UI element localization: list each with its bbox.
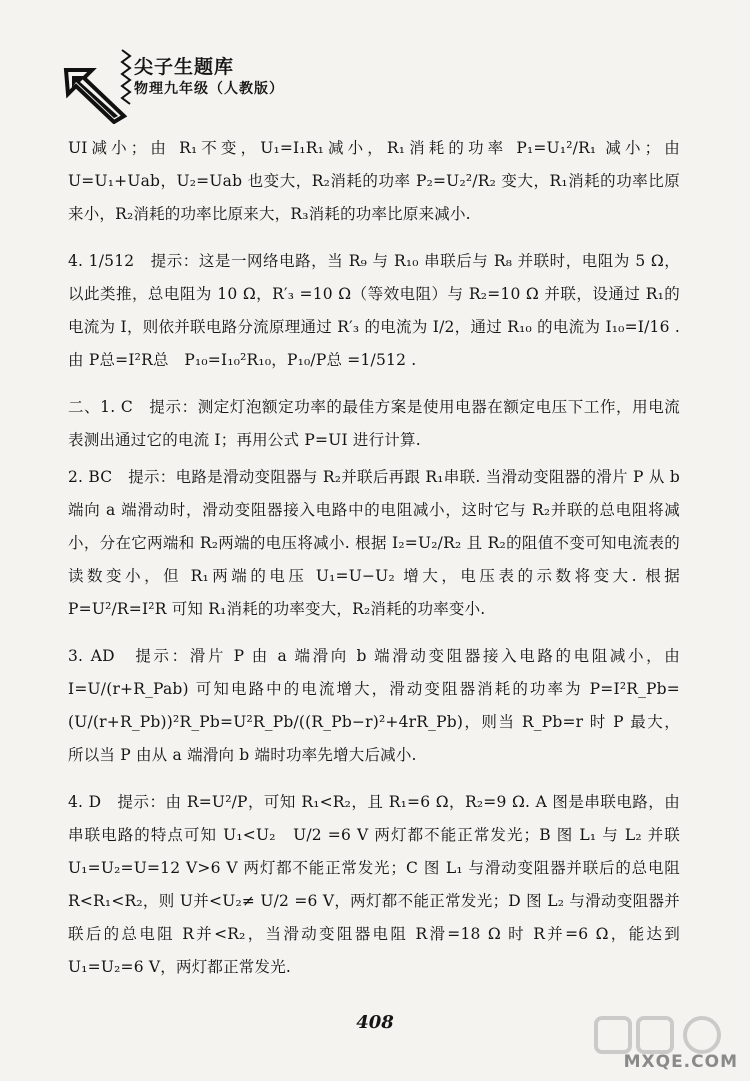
watermark-text: MXQE.COM <box>623 1052 738 1072</box>
paragraph-section2-q4: 4. D 提示：由 R=U²/P，可知 R₁<R₂，且 R₁=6 Ω，R₂=9 Ω. A 图是串联电路，由串联电路的特点可知 U₁<U₂ U/2 =6 V 两灯都不能正常发光；B 图 L₁ 与 L₂ 并联 U₁=U₂=U=12 V>6 V 两灯都不能正常发光；C 图 L₁ 与滑动变阻器并联后的总电阻 R<R₁<R₂，则 U并<U₂≠ U/2 =6 V，两灯都不能正常发光；D 图 L₂ 与滑动变阻器并联后的总电阻 R并<R₂，当滑动变阻器电阻 R滑=18 Ω 时 R并=6 Ω，能达到 U₁=U₂=6 V，两灯都正常发光. <box>68 793 680 976</box>
paragraph-section2-q3: 3. AD 提示：滑片 P 由 a 端滑向 b 端滑动变阻器接入电路的电阻减小，由 I=U/(r+R_Pab) 可知电路中的电流增大，滑动变阻器消耗的功率为 P=I²R_Pb=(U/(r+R_Pb))²R_Pb=U²R_Pb/((R_Pb−r)²+4rR_Pb)，则当 R_Pb=r 时 P 最大，所以当 P 由从 a 端滑向 b 端时功率先增大后减小. <box>68 647 680 764</box>
paragraph-section2-q1: 二、1. C 提示：测定灯泡额定功率的最佳方案是使用电器在额定电压下工作，用电流表测出通过它的电流 I；再用公式 P=UI 进行计算. <box>68 398 680 449</box>
paragraph-section2-q2: 2. BC 提示：电路是滑动变阻器与 R₂并联后再跟 R₁串联. 当滑动变阻器的滑片 P 从 b 端向 a 端滑动时，滑动变阻器接入电路中的电阻减小，这时它与 R₂并联的总电阻将减小，分在它两端和 R₂两端的电压将减小. 根据 I₂=U₂/R₂ 且 R₂的阻值不变可知电流表的读数变小，但 R₁两端的电压 U₁=U−U₂ 增大，电压表的示数将变大. 根据 P=U²/R=I²R 可知 R₁消耗的功率变大，R₂消耗的功率变小. <box>68 468 680 618</box>
zigzag-divider-icon <box>120 48 132 106</box>
paragraph-q4: 4. 1/512 提示：这是一网络电路，当 R₉ 与 R₁₀ 串联后与 R₈ 并联时，电阻为 5 Ω，以此类推，总电阻为 10 Ω，R′₃ =10 Ω（等效电阻）与 R₂=10 Ω 并联，设通过 R₁的电流为 I，则依并联电路分流原理通过 R′₃ 的电流为 I/2，通过 R₁₀ 的电流为 I₁₀=I/16 . 由 P总=I²R总 P₁₀=I₁₀²R₁₀，P₁₀/P总 =1/512 . <box>68 252 680 369</box>
page-header <box>62 44 422 124</box>
series-title: 尖子生题库 <box>134 56 235 78</box>
arrow-logo-icon <box>62 66 128 124</box>
answer-content <box>68 132 680 984</box>
grade-subtitle: 物理九年级（人教版） <box>134 81 284 97</box>
paragraph-continuation: UI减小；由 R₁不变，U₁=I₁R₁减小，R₁消耗的功率 P₁=U₁²/R₁ 减小；由 U=U₁+Uab，U₂=Uab 也变大，R₂消耗的功率 P₂=U₂²/R₂ 变大，R₁消耗的功率比原来小，R₂消耗的功率比原来大，R₃消耗的功率比原来减小. <box>68 139 680 223</box>
page-number: 408 <box>356 1012 394 1033</box>
